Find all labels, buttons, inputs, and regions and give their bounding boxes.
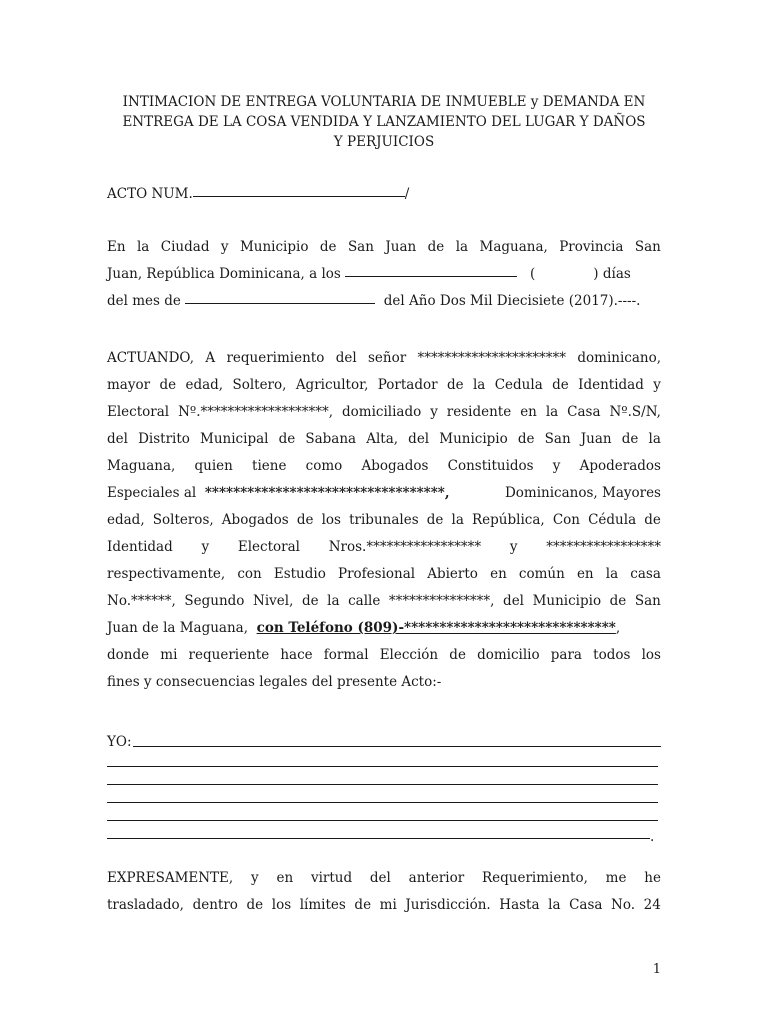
word: la <box>545 404 559 420</box>
title-line: ENTREGA DE LA COSA VENDIDA Y LANZAMIENTO DEL LUGAR Y DAÑOS <box>122 114 646 130</box>
text-line <box>107 480 661 507</box>
word: la <box>455 239 469 255</box>
word: dominicano, <box>577 350 661 366</box>
word: de <box>159 377 177 393</box>
word: donde <box>107 647 150 663</box>
lawyers-names-redacted: **********************************, <box>204 485 450 501</box>
yo-end <box>650 824 662 851</box>
text-fragment: , <box>615 620 621 636</box>
word: Ciudad <box>160 239 210 255</box>
word: Cédula <box>588 512 637 528</box>
word: Electoral <box>237 539 300 555</box>
word: de <box>301 593 319 609</box>
word: Estudio <box>273 566 326 582</box>
word: Maguana, <box>107 458 176 474</box>
word: Abogados <box>361 458 429 474</box>
word: domicilio <box>477 647 540 663</box>
word: trasladado, <box>107 897 184 913</box>
justified-line <box>107 507 661 534</box>
word: hace <box>280 647 313 663</box>
justified-line <box>107 399 661 426</box>
word: requerimiento <box>226 350 325 366</box>
word: Identidad <box>107 539 173 555</box>
text-fragment: Especiales al <box>107 485 197 501</box>
word: Soltero, <box>232 377 287 393</box>
word: 24 <box>643 897 661 913</box>
word: San <box>634 239 661 255</box>
word: Municipal <box>200 431 269 447</box>
word: Profesional <box>337 566 416 582</box>
word: de <box>319 239 337 255</box>
word: Distrito <box>138 431 190 447</box>
word: de <box>246 897 264 913</box>
text-line <box>107 261 661 288</box>
word: Elección <box>379 647 439 663</box>
word: Requerimiento, <box>481 870 588 886</box>
word: de <box>426 512 444 528</box>
word: Casa <box>569 897 603 913</box>
text-fragment: del mes de <box>107 293 181 309</box>
text-fragment: del Año Dos Mil Diecisiete (2017).----. <box>383 293 641 309</box>
text-fragment: Juan de la Maguana, <box>107 620 249 636</box>
word: Maguana, <box>479 239 548 255</box>
word: de <box>278 431 296 447</box>
word: calle <box>348 593 381 609</box>
word: Electoral <box>107 404 170 420</box>
word: la <box>451 512 464 528</box>
acto-label: ACTO NUM. <box>107 186 193 202</box>
word: Municipio <box>439 431 508 447</box>
word: ***************** <box>546 539 661 555</box>
word: Nº.*******************, <box>178 404 334 420</box>
word: para <box>550 647 582 663</box>
word: No.******, <box>107 593 176 609</box>
word: Identidad <box>578 377 644 393</box>
yo-blank-line[interactable] <box>107 802 658 803</box>
word: la <box>605 566 619 582</box>
text-line <box>107 669 661 696</box>
text-fragment: . <box>650 829 655 845</box>
justified-line <box>107 865 661 892</box>
word: del <box>503 593 524 609</box>
word: Nivel, <box>253 593 294 609</box>
word: tiene <box>252 458 287 474</box>
page-number: 1 <box>652 962 661 977</box>
word: de <box>296 512 314 528</box>
word: Provincia <box>559 239 624 255</box>
word: Casa <box>567 404 601 420</box>
yo-blank-line[interactable] <box>107 766 658 767</box>
yo-blank-line[interactable] <box>107 820 658 821</box>
word: Nros.***************** <box>328 539 482 555</box>
word: tribunales <box>349 512 419 528</box>
acto-number-line <box>107 181 661 208</box>
word: todos <box>593 647 631 663</box>
word: y <box>552 458 561 474</box>
word: del <box>408 431 430 447</box>
text-fragment: Juan, República Dominicana, a los <box>107 266 341 282</box>
justified-line <box>107 234 661 261</box>
yo-blank-line[interactable] <box>107 784 658 785</box>
month-blank[interactable] <box>185 288 375 304</box>
word: EXPRESAMENTE, <box>107 870 234 886</box>
word: Jurisdicción. <box>405 897 491 913</box>
word: requeriente <box>188 647 270 663</box>
word: Portador <box>377 377 438 393</box>
word: en <box>276 870 294 886</box>
word: formal <box>323 647 369 663</box>
word: los <box>321 512 341 528</box>
word: me <box>605 870 627 886</box>
word: ********************** <box>417 350 567 366</box>
word: Solteros, <box>152 512 214 528</box>
word: Alta, <box>366 431 399 447</box>
word: Municipio <box>532 593 602 609</box>
word: de <box>609 593 627 609</box>
word: San <box>544 431 571 447</box>
word: de <box>621 431 639 447</box>
word: Municipio <box>239 239 309 255</box>
word: del <box>369 870 391 886</box>
word: Con <box>552 512 580 528</box>
word: anterior <box>408 870 465 886</box>
word: he <box>644 870 661 886</box>
word: Agricultor, <box>295 377 369 393</box>
word: la <box>548 897 561 913</box>
yo-label-line <box>107 729 661 756</box>
word: mi <box>160 647 178 663</box>
justified-line <box>107 892 661 919</box>
paragraph-location <box>107 234 661 315</box>
word: residente <box>446 404 512 420</box>
title-line: INTIMACION DE ENTREGA VOLUNTARIA DE INMUEBLE y DEMANDA EN <box>122 94 646 110</box>
paragraph-actuando <box>107 345 661 696</box>
word: la <box>327 593 340 609</box>
text-line <box>107 615 661 642</box>
word: Cedula <box>494 377 543 393</box>
phone-number-redacted: con Teléfono (809)-****************************** <box>256 620 616 636</box>
word: en <box>576 566 594 582</box>
word: la <box>472 377 486 393</box>
word: mi <box>379 897 397 913</box>
word: límites <box>299 897 346 913</box>
day-blank[interactable] <box>345 261 517 277</box>
word: de <box>517 431 535 447</box>
justified-line <box>107 534 661 561</box>
yo-blank-line[interactable] <box>107 838 650 839</box>
word: edad, <box>185 377 224 393</box>
word: Abierto <box>427 566 478 582</box>
text-fragment: Dominicanos, Mayores <box>504 485 661 501</box>
word: en <box>490 566 507 582</box>
text-fragment: fines y consecuencias legales del presente Acto:- <box>107 674 442 690</box>
word: En <box>107 239 126 255</box>
word: y <box>220 239 229 255</box>
word: Abogados <box>221 512 289 528</box>
acto-number-blank[interactable] <box>193 181 405 197</box>
yo-label: YO: <box>107 734 132 750</box>
word: y <box>430 404 438 420</box>
word: de <box>427 239 445 255</box>
justified-line <box>107 453 661 480</box>
justified-line <box>107 345 661 372</box>
yo-blank-line[interactable] <box>133 746 661 747</box>
word: como <box>305 458 343 474</box>
word: la <box>136 239 150 255</box>
word: San <box>634 593 661 609</box>
word: No. <box>611 897 636 913</box>
word: y <box>201 539 210 555</box>
word: señor <box>367 350 407 366</box>
justified-line <box>107 372 661 399</box>
word: Juan <box>385 239 417 255</box>
word: del <box>107 431 128 447</box>
word: quien <box>194 458 233 474</box>
word: los <box>271 897 292 913</box>
word: Hasta <box>499 897 540 913</box>
word: edad, <box>107 512 145 528</box>
word: con <box>237 566 262 582</box>
word: del <box>335 350 357 366</box>
word: Constituidos <box>447 458 534 474</box>
acto-suffix: / <box>404 186 410 202</box>
word: de <box>552 377 569 393</box>
title-line: Y PERJUICIOS <box>333 134 435 150</box>
word: A <box>205 350 216 366</box>
text-fragment: ( <box>530 266 536 282</box>
word: virtud <box>310 870 353 886</box>
text-fragment: ) días <box>593 266 631 282</box>
word: Apoderados <box>579 458 661 474</box>
word: y <box>509 539 518 555</box>
word: de <box>446 377 464 393</box>
word: mayor <box>107 377 151 393</box>
word: de <box>644 512 661 528</box>
justified-line <box>107 642 661 669</box>
word: Nº.S/N, <box>609 404 661 420</box>
word: Segundo <box>184 593 245 609</box>
word: casa <box>630 566 661 582</box>
word: y <box>653 377 661 393</box>
justified-line <box>107 426 661 453</box>
word: y <box>251 870 259 886</box>
word: de <box>449 647 466 663</box>
word: domiciliado <box>342 404 422 420</box>
word: ***************, <box>388 593 495 609</box>
justified-line <box>107 588 661 615</box>
word: los <box>641 647 661 663</box>
word: dentro <box>192 897 238 913</box>
paragraph-expresamente <box>107 865 661 919</box>
word: común <box>518 566 565 582</box>
word: Juan <box>580 431 612 447</box>
word: en <box>520 404 537 420</box>
word: ACTUANDO, <box>107 350 194 366</box>
document-title <box>95 92 673 152</box>
word: Sabana <box>305 431 357 447</box>
text-line <box>107 288 661 315</box>
word: respectivamente, <box>107 566 226 582</box>
word: de <box>354 897 372 913</box>
justified-line <box>107 561 661 588</box>
word: San <box>347 239 374 255</box>
word: la <box>648 431 661 447</box>
word: República, <box>472 512 545 528</box>
